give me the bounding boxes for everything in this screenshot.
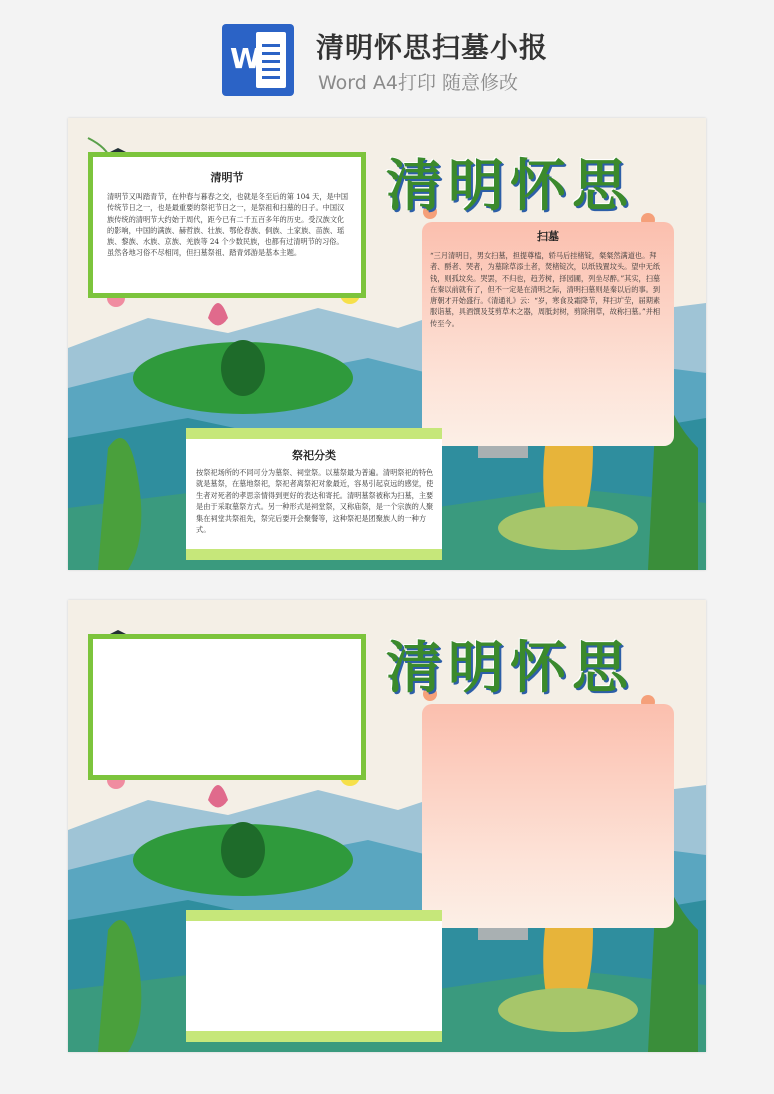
frog-icon — [221, 822, 265, 878]
blank-box-bottom — [186, 910, 442, 1042]
jisi-section — [186, 428, 442, 560]
poster-page-filled — [68, 118, 706, 570]
word-icon — [222, 24, 294, 96]
qingming-heading: 清明节 — [210, 171, 244, 184]
saomu-section — [422, 222, 674, 446]
word-icon-letter: W — [230, 42, 261, 75]
jisi-heading: 祭祀分类 — [292, 449, 336, 462]
qingming-section — [88, 152, 366, 298]
poster-page-blank — [68, 600, 706, 1052]
jisi-body: 按祭祀场所的不同可分为墓祭、祠堂祭。以墓祭最为普遍。清明祭祀的特色就是墓祭，在墓地祭祀，祭祀者离祭祀对象最近，容易引起哀远的感觉，使生者对死者的孝思亲情得到更好的表达和寄托。清明墓祭被称为扫墓，主要是由于采取墓祭方式。另一种形式是祠堂祭，又称庙祭，是一个宗族的人聚集在祠堂共祭祖先，祭完后要开会聚餐等，这种祭祀是团聚族人的一种方式。 — [196, 468, 434, 535]
header-title: 清明怀思扫墓小报 — [316, 31, 549, 64]
blank-box-left — [88, 634, 366, 780]
header-subtitle: Word A4打印 随意修改 — [318, 72, 519, 94]
blank-box-right — [422, 704, 674, 928]
header — [0, 0, 774, 110]
qingming-body: 清明节又叫踏青节，在仲春与暮春之交，也就是冬至后的第 104 天，是中国传统节日之一，也是最重要的祭祀节日之一，是祭祖和扫墓的日子。中国汉族传统的清明节大约始于周代，距今已有二千五百多年的历史。受汉族文化的影响，中国的满族、赫哲族、壮族、鄂伦春族、侗族、土家族、苗族、瑶族、黎族、水族、京族、羌族等 24 个少数民族，也都有过清明节的习俗。虽然各地习俗不尽相同，但扫墓祭祖、踏青郊游是基本主题。 — [107, 192, 349, 258]
poster-title: 清明怀思 — [386, 153, 634, 219]
frog-icon — [221, 340, 265, 396]
saomu-heading: 扫墓 — [537, 230, 559, 243]
saomu-body: “三月清明日，男女扫墓，担提尊榼，轿马后挂楮锭，粲粲然满道也。拜者、酹者、哭者，为墓除草添土者，焚楮锭次，以纸钱置坟头。望中无纸钱，则孤坟矣。哭罢，不归也，趋芳树，择园圃，列坐尽醉。”其实，扫墓在秦以前就有了，但不一定是在清明之际，清明扫墓则是秦以后的事。到唐朝才开始盛行。《清通礼》云：“岁，寒食及霜降节，拜扫圹茔，届期素服诣墓，具酒馔及芟剪草木之器，周胝封树，剪除荆草，故称扫墓。”并相传至今。 — [430, 251, 661, 328]
poster-title: 清明怀思 — [386, 635, 634, 701]
